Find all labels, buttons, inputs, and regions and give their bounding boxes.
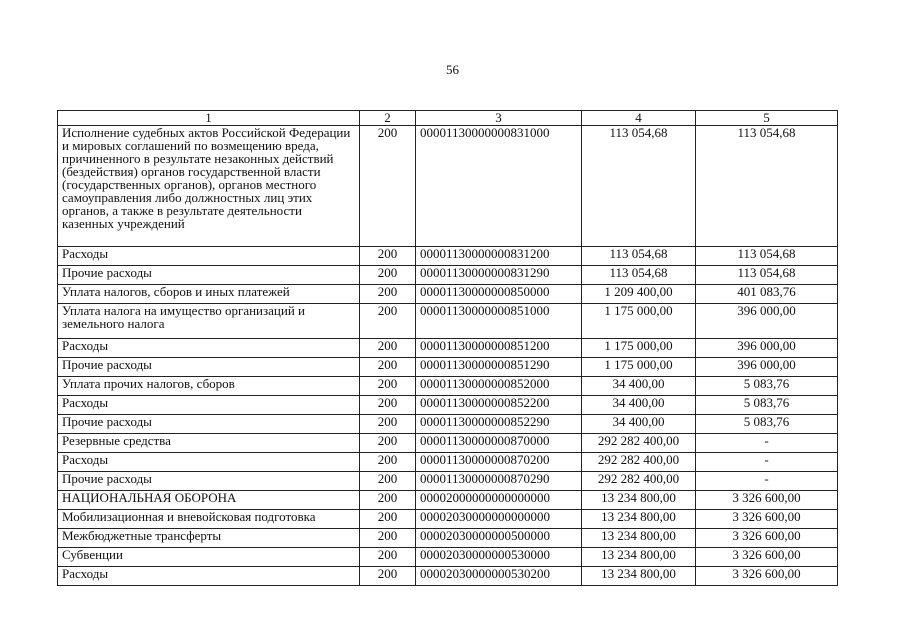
row-budget-code-cell: 00002000000000000000 [416, 491, 582, 510]
row-budget-code-cell: 00001130000000852200 [416, 396, 582, 415]
row-budget-code-cell: 00001130000000851000 [416, 304, 582, 339]
row-line-code-cell: 200 [360, 415, 416, 434]
row-executed-amount-cell: 113 054,68 [696, 126, 838, 247]
table-row [58, 358, 838, 377]
table-row [58, 529, 838, 548]
row-name-cell: Уплата налога на имущество организаций и земельного налога [58, 304, 360, 339]
row-executed-amount-cell: 5 083,76 [696, 415, 838, 434]
row-line-code-cell: 200 [360, 285, 416, 304]
row-approved-amount-cell: 13 234 800,00 [582, 491, 696, 510]
table-row [58, 285, 838, 304]
row-line-code-cell: 200 [360, 377, 416, 396]
table-row [58, 304, 838, 339]
table-row [58, 247, 838, 266]
row-executed-amount-cell: 3 326 600,00 [696, 567, 838, 586]
table-row [58, 434, 838, 453]
table-row [58, 339, 838, 358]
table-row [58, 396, 838, 415]
row-line-code-cell: 200 [360, 434, 416, 453]
budget-table [57, 110, 838, 586]
row-name-cell: НАЦИОНАЛЬНАЯ ОБОРОНА [58, 491, 360, 510]
header-col-3: 3 [416, 111, 582, 126]
row-line-code-cell: 200 [360, 491, 416, 510]
row-approved-amount-cell: 13 234 800,00 [582, 567, 696, 586]
row-name-cell: Расходы [58, 247, 360, 266]
row-executed-amount-cell: 396 000,00 [696, 358, 838, 377]
row-name-cell: Межбюджетные трансферты [58, 529, 360, 548]
row-name-cell: Мобилизационная и вневойсковая подготовка [58, 510, 360, 529]
row-executed-amount-cell: 5 083,76 [696, 377, 838, 396]
row-budget-code-cell: 00001130000000870000 [416, 434, 582, 453]
row-executed-amount-cell: 401 083,76 [696, 285, 838, 304]
row-approved-amount-cell: 34 400,00 [582, 377, 696, 396]
row-line-code-cell: 200 [360, 453, 416, 472]
table-row [58, 491, 838, 510]
row-name-cell: Прочие расходы [58, 266, 360, 285]
row-executed-amount-cell: 3 326 600,00 [696, 510, 838, 529]
row-line-code-cell: 200 [360, 247, 416, 266]
row-budget-code-cell: 00002030000000500000 [416, 529, 582, 548]
row-approved-amount-cell: 113 054,68 [582, 126, 696, 247]
row-name-cell: Прочие расходы [58, 472, 360, 491]
row-approved-amount-cell: 1 175 000,00 [582, 358, 696, 377]
row-line-code-cell: 200 [360, 396, 416, 415]
row-approved-amount-cell: 1 209 400,00 [582, 285, 696, 304]
header-col-1: 1 [58, 111, 360, 126]
row-approved-amount-cell: 292 282 400,00 [582, 472, 696, 491]
row-line-code-cell: 200 [360, 567, 416, 586]
row-name-cell: Прочие расходы [58, 358, 360, 377]
row-executed-amount-cell: 396 000,00 [696, 339, 838, 358]
row-approved-amount-cell: 13 234 800,00 [582, 510, 696, 529]
row-line-code-cell: 200 [360, 548, 416, 567]
row-executed-amount-cell: 5 083,76 [696, 396, 838, 415]
row-line-code-cell: 200 [360, 126, 416, 247]
row-approved-amount-cell: 34 400,00 [582, 415, 696, 434]
row-executed-amount-cell: - [696, 453, 838, 472]
row-approved-amount-cell: 113 054,68 [582, 247, 696, 266]
row-budget-code-cell: 00001130000000852000 [416, 377, 582, 396]
table-row [58, 415, 838, 434]
row-budget-code-cell: 00001130000000831290 [416, 266, 582, 285]
row-line-code-cell: 200 [360, 472, 416, 491]
row-executed-amount-cell: 113 054,68 [696, 247, 838, 266]
row-name-cell: Исполнение судебных актов Российской Федерации и мировых соглашений по возмещению вреда, причиненного в результате незаконных действий (бездействия) органов государственной власти (государственных органов), органов местного самоуправления либо должностных лиц этих органов, а также в результате деятельности казенных учреждений [58, 126, 360, 247]
header-col-2: 2 [360, 111, 416, 126]
row-approved-amount-cell: 292 282 400,00 [582, 434, 696, 453]
page-number: 56 [446, 62, 459, 77]
row-executed-amount-cell: - [696, 434, 838, 453]
row-line-code-cell: 200 [360, 304, 416, 339]
row-line-code-cell: 200 [360, 339, 416, 358]
row-approved-amount-cell: 1 175 000,00 [582, 304, 696, 339]
row-name-cell: Прочие расходы [58, 415, 360, 434]
row-name-cell: Субвенции [58, 548, 360, 567]
row-budget-code-cell: 00001130000000852290 [416, 415, 582, 434]
table-header-row [58, 111, 838, 126]
row-approved-amount-cell: 34 400,00 [582, 396, 696, 415]
row-approved-amount-cell: 13 234 800,00 [582, 548, 696, 567]
row-budget-code-cell: 00002030000000530200 [416, 567, 582, 586]
row-name-cell: Резервные средства [58, 434, 360, 453]
row-executed-amount-cell: 396 000,00 [696, 304, 838, 339]
header-col-4: 4 [582, 111, 696, 126]
table-row [58, 510, 838, 529]
row-name-cell: Расходы [58, 396, 360, 415]
row-approved-amount-cell: 292 282 400,00 [582, 453, 696, 472]
row-budget-code-cell: 00001130000000851290 [416, 358, 582, 377]
row-line-code-cell: 200 [360, 529, 416, 548]
header-col-5: 5 [696, 111, 838, 126]
row-name-cell: Расходы [58, 339, 360, 358]
row-budget-code-cell: 00001130000000870200 [416, 453, 582, 472]
row-approved-amount-cell: 1 175 000,00 [582, 339, 696, 358]
row-executed-amount-cell: 3 326 600,00 [696, 529, 838, 548]
row-executed-amount-cell: 113 054,68 [696, 266, 838, 285]
row-executed-amount-cell: - [696, 472, 838, 491]
row-name-cell: Расходы [58, 453, 360, 472]
table-row [58, 548, 838, 567]
table-row [58, 126, 838, 247]
row-budget-code-cell: 00001130000000850000 [416, 285, 582, 304]
row-budget-code-cell: 00001130000000831000 [416, 126, 582, 247]
row-budget-code-cell: 00001130000000851200 [416, 339, 582, 358]
row-name-cell: Уплата налогов, сборов и иных платежей [58, 285, 360, 304]
row-executed-amount-cell: 3 326 600,00 [696, 491, 838, 510]
table-row [58, 472, 838, 491]
row-name-cell: Уплата прочих налогов, сборов [58, 377, 360, 396]
table-row [58, 377, 838, 396]
row-executed-amount-cell: 3 326 600,00 [696, 548, 838, 567]
table-row [58, 453, 838, 472]
row-budget-code-cell: 00002030000000530000 [416, 548, 582, 567]
row-budget-code-cell: 00001130000000831200 [416, 247, 582, 266]
row-approved-amount-cell: 113 054,68 [582, 266, 696, 285]
row-budget-code-cell: 00002030000000000000 [416, 510, 582, 529]
row-approved-amount-cell: 13 234 800,00 [582, 529, 696, 548]
row-line-code-cell: 200 [360, 266, 416, 285]
row-budget-code-cell: 00001130000000870290 [416, 472, 582, 491]
row-line-code-cell: 200 [360, 358, 416, 377]
table-row [58, 266, 838, 285]
table-row [58, 567, 838, 586]
row-name-cell: Расходы [58, 567, 360, 586]
row-line-code-cell: 200 [360, 510, 416, 529]
